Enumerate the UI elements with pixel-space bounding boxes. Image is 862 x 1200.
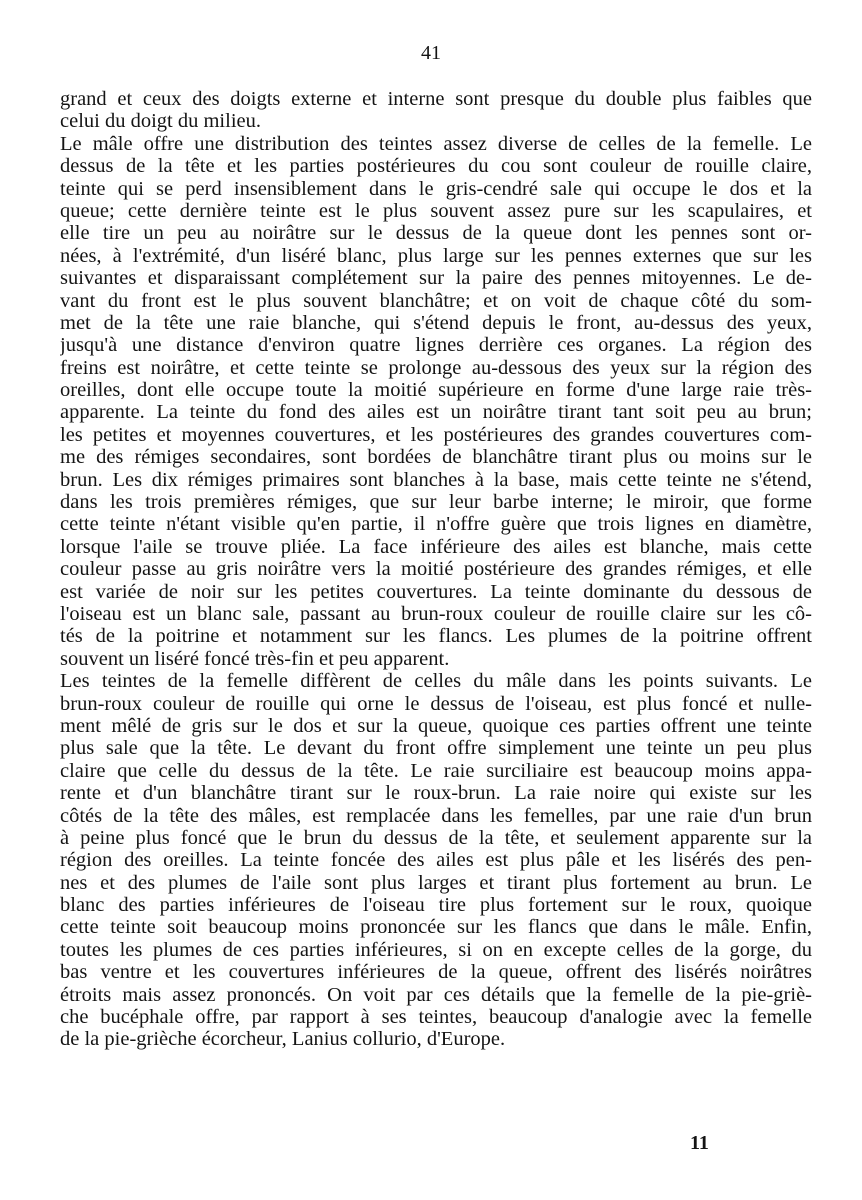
text-line: brun-roux couleur de rouille qui orne le dessus de l'oiseau, est plus foncé et nulle- (60, 692, 812, 715)
text-line: elle tire un peu au noirâtre sur le dessus de la queue dont les pennes sont or- (60, 222, 812, 245)
text-line: grand et ceux des doigts externe et interne sont presque du double plus faibles que (60, 88, 812, 110)
text-line: claire que celle du dessus de la tête. Le raie surciliaire est beaucoup moins appa- (60, 759, 812, 782)
text-line: apparente. La teinte du fond des ailes est un noirâtre tirant tant soit peu au brun; (60, 401, 812, 424)
text-line: à peine plus foncé que le brun du dessus de la tête, et seulement apparente sur la (60, 826, 812, 849)
text-line: rente et d'un blanchâtre tirant sur le roux-brun. La raie noire qui existe sur les (60, 782, 812, 805)
text-line: nes et des plumes de l'aile sont plus larges et tirant plus fortement au brun. Le (60, 871, 812, 894)
text-line: nées, à l'extrémité, d'un liséré blanc, plus large sur les pennes externes que sur les (60, 244, 812, 267)
text-line: jusqu'à une distance d'environ quatre lignes derrière ces organes. La région des (60, 334, 812, 357)
text-line: suivantes et disparaissant complétement sur la paire des pennes mitoyennes. Le de- (60, 267, 812, 290)
body-text (60, 88, 812, 1051)
text-line: teinte qui se perd insensiblement dans le gris-cendré sale qui occupe le dos et la (60, 177, 812, 200)
text-line: est variée de noir sur les petites couvertures. La teinte dominante du dessous de (60, 580, 812, 603)
text-line: bas ventre et les couvertures inférieures de la queue, offrent des lisérés noirâtres (60, 961, 812, 984)
paragraph (60, 88, 812, 133)
text-line: lorsque l'aile se trouve pliée. La face inférieure des ailes est blanche, mais cette (60, 535, 812, 558)
text-line: étroits mais assez prononcés. On voit par ces détails que la femelle de la pie-griè- (60, 983, 812, 1006)
text-line: toutes les plumes de ces parties inférieures, si on en excepte celles de la gorge, du (60, 938, 812, 961)
text-line: Les teintes de la femelle diffèrent de celles du mâle dans les points suivants. Le (60, 670, 812, 693)
text-line: freins est noirâtre, et cette teinte se prolonge au-dessous des yeux sur la région des (60, 356, 812, 379)
text-line: me des rémiges secondaires, sont bordées de blanchâtre tirant plus ou moins sur le (60, 446, 812, 469)
text-line: che bucéphale offre, par rapport à ses teintes, beaucoup d'analogie avec la femelle (60, 1006, 812, 1029)
text-line: l'oiseau est un blanc sale, passant au brun-roux couleur de rouille claire sur les cô- (60, 602, 812, 625)
text-line: blanc des parties inférieures de l'oiseau tire plus fortement sur le roux, quoique (60, 894, 812, 917)
text-line: vant du front est le plus souvent blanchâtre; et on voit de chaque côté du som- (60, 289, 812, 312)
text-line: tés de la poitrine et notamment sur les flancs. Les plumes de la poitrine offrent (60, 625, 812, 648)
text-line: couleur passe au gris noirâtre vers la moitié postérieure des grandes rémiges, et elle (60, 558, 812, 581)
page-number: 41 (421, 42, 441, 64)
paragraph (60, 670, 812, 1051)
text-line: plus sale que la tête. Le devant du front offre simplement une teinte un peu plus (60, 737, 812, 760)
text-line: oreilles, dont elle occupe toute la moitié supérieure en forme d'une large raie très- (60, 379, 812, 402)
text-line: queue; cette dernière teinte est le plus souvent assez pure sur les scapulaires, et (60, 199, 812, 222)
text-line: brun. Les dix rémiges primaires sont blanches à la base, mais cette teinte ne s'étend, (60, 468, 812, 491)
text-line: met de la tête une raie blanche, qui s'étend depuis le front, au-dessus des yeux, (60, 311, 812, 334)
text-line: Le mâle offre une distribution des teintes assez diverse de celles de la femelle. Le (60, 132, 812, 155)
text-line: côtés de la tête des mâles, est remplacée dans les femelles, par une raie d'un brun (60, 804, 812, 827)
text-line: souvent un liséré foncé très-fin et peu apparent. (60, 647, 450, 670)
signature-mark: 11 (690, 1132, 709, 1154)
text-line: les petites et moyennes couvertures, et les postérieures des grandes couvertures com- (60, 423, 812, 446)
text-line: région des oreilles. La teinte foncée des ailes est plus pâle et les lisérés des pen- (60, 849, 812, 872)
text-line: dessus de la tête et les parties postérieures du cou sont couleur de rouille claire, (60, 155, 812, 178)
text-line: ment mêlé de gris sur le dos et sur la queue, quoique ces parties offrent une teinte (60, 714, 812, 737)
text-line: cette teinte n'étant visible qu'en partie, il n'offre guère que trois lignes en diamètre, (60, 513, 812, 536)
paragraph (60, 133, 812, 670)
text-line: cette teinte soit beaucoup moins prononcée sur les flancs que dans le mâle. Enfin, (60, 916, 812, 939)
text-line: celui du doigt du milieu. (60, 110, 261, 133)
text-line: dans les trois premières rémiges, que sur leur barbe interne; le miroir, que forme (60, 491, 812, 514)
text-line: de la pie-grièche écorcheur, Lanius collurio, d'Europe. (60, 1028, 506, 1051)
